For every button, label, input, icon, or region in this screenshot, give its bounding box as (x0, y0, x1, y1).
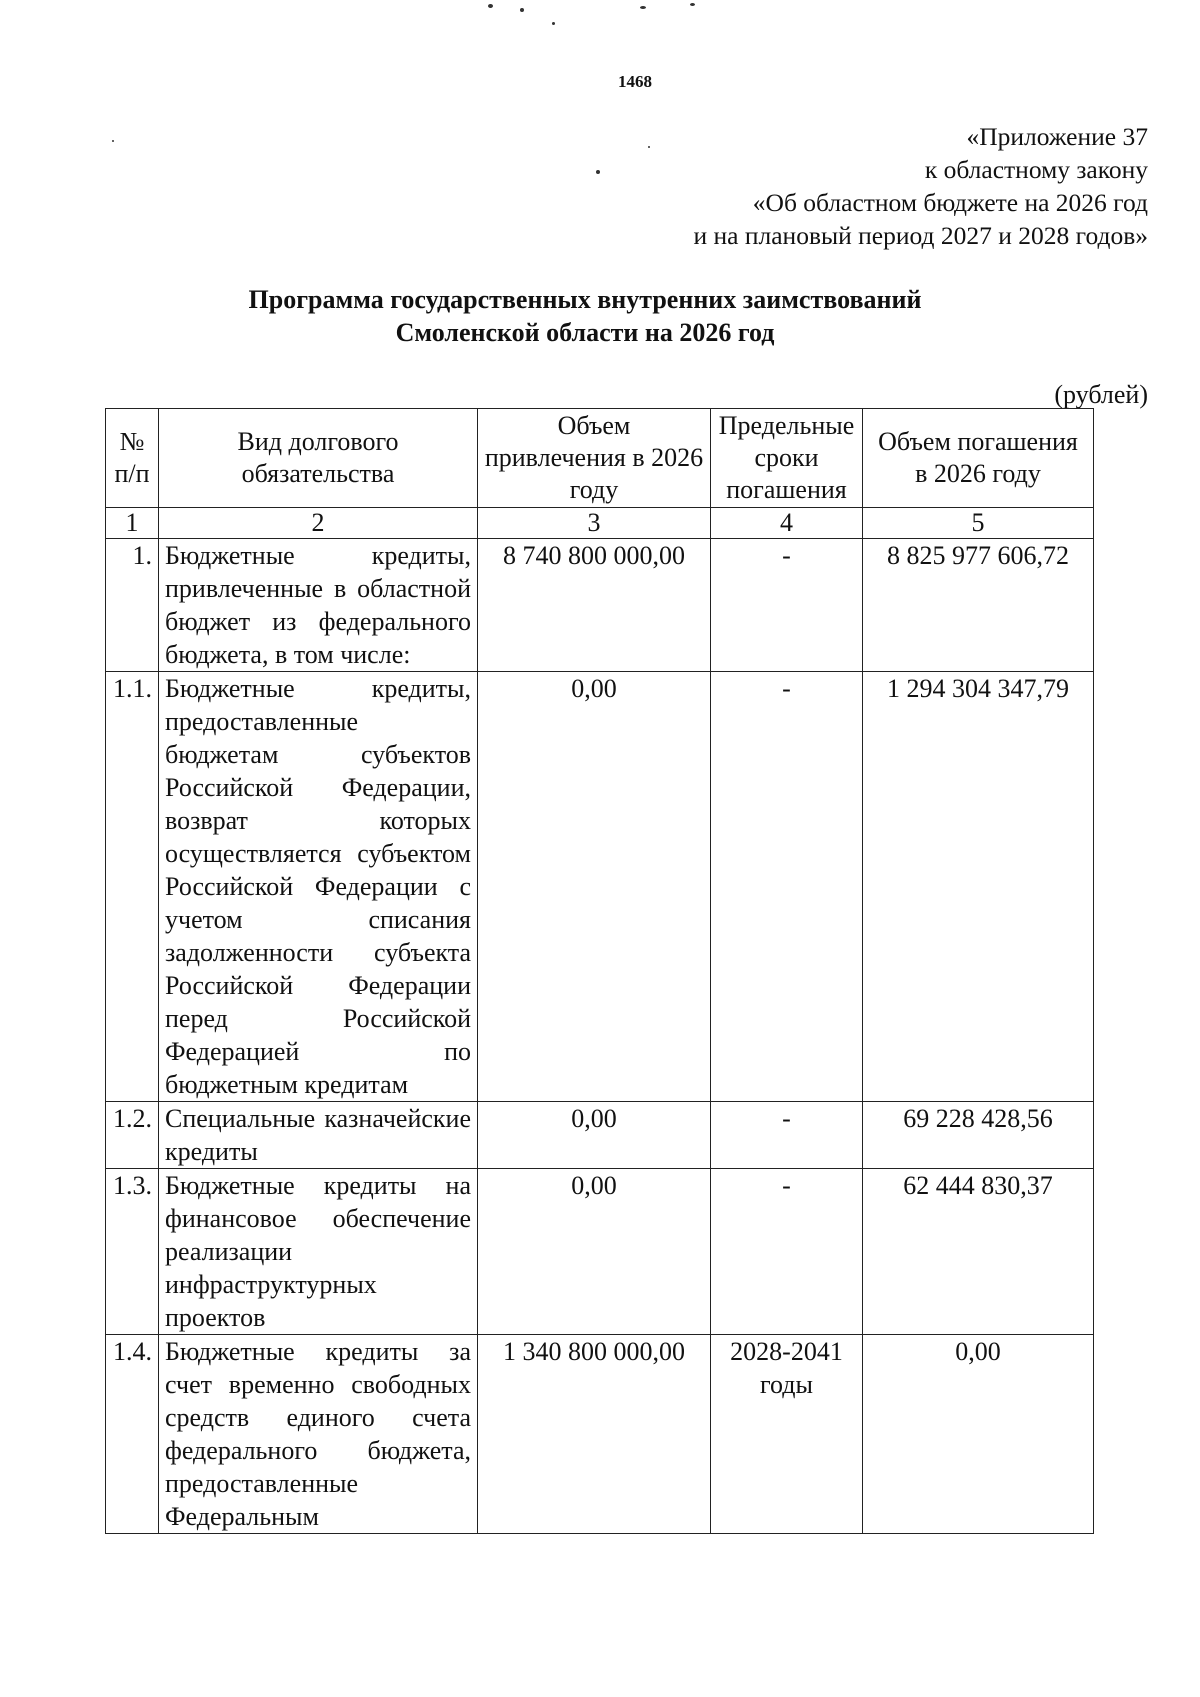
raise-amount: 1 340 800 000,00 (478, 1335, 711, 1534)
repayment-amount: 8 825 977 606,72 (863, 539, 1094, 672)
column-number: 4 (711, 508, 863, 539)
repayment-term: 2028-2041 годы (711, 1335, 863, 1534)
scan-speck (552, 22, 555, 25)
table-header-row (106, 409, 1094, 508)
repayment-term: - (711, 672, 863, 1102)
borrowing-program-table (105, 408, 1094, 1534)
row-number: 1.2. (106, 1102, 159, 1169)
header-repayment-terms: Предельные сроки погашения (711, 409, 863, 508)
scan-speck (112, 140, 114, 142)
annex-line: «Об областном бюджете на 2026 год (752, 188, 1148, 217)
scan-speck (488, 4, 493, 8)
unit-label: (рублей) (1054, 380, 1148, 409)
table-row (106, 1102, 1094, 1169)
obligation-description: Бюджетные кредиты на финансовое обеспечение реализации инфраструктурных проектов (159, 1169, 478, 1335)
obligation-description: Бюджетные кредиты, привлеченные в областной бюджет из федерального бюджета, в том числе: (159, 539, 478, 672)
annex-header (694, 120, 1149, 252)
column-number-row (106, 508, 1094, 539)
repayment-amount: 1 294 304 347,79 (863, 672, 1094, 1102)
annex-line: и на плановый период 2027 и 2028 годов» (693, 221, 1148, 250)
header-obligation-type: Вид долгового обязательства (159, 409, 478, 508)
scan-speck (520, 8, 524, 12)
repayment-term: - (711, 539, 863, 672)
repayment-amount: 0,00 (863, 1335, 1094, 1534)
column-number: 3 (478, 508, 711, 539)
repayment-term: - (711, 1102, 863, 1169)
scan-speck (596, 170, 600, 174)
repayment-term: - (711, 1169, 863, 1335)
header-number: № п/п (106, 409, 159, 508)
scan-speck (640, 6, 646, 9)
title-line: Программа государственных внутренних заимствований (248, 285, 922, 314)
raise-amount: 8 740 800 000,00 (478, 539, 711, 672)
raise-amount: 0,00 (478, 1169, 711, 1335)
column-number: 1 (106, 508, 159, 539)
repayment-amount: 62 444 830,37 (863, 1169, 1094, 1335)
row-number: 1.4. (106, 1335, 159, 1534)
repayment-amount: 69 228 428,56 (863, 1102, 1094, 1169)
scan-speck (690, 3, 695, 6)
obligation-description: Бюджетные кредиты за счет временно свободных средств единого счета федерального бюджета, предоставленные Федеральным (159, 1335, 478, 1534)
table-row (106, 539, 1094, 672)
row-number: 1.3. (106, 1169, 159, 1335)
raise-amount: 0,00 (478, 1102, 711, 1169)
table-row (106, 672, 1094, 1102)
table-row (106, 1169, 1094, 1335)
title-line: Смоленской области на 2026 год (395, 318, 775, 347)
raise-amount: 0,00 (478, 672, 711, 1102)
document-title (0, 283, 1170, 349)
row-number: 1.1. (106, 672, 159, 1102)
obligation-description: Бюджетные кредиты, предоставленные бюджетам субъектов Российской Федерации, возврат которых осуществляется субъектом Российской Федерации с учетом списания задолженности субъекта Российской Федерации перед Российской Федерацией по бюджетным кредитам (159, 672, 478, 1102)
scan-speck (648, 146, 650, 148)
annex-line: к областному закону (924, 155, 1148, 184)
page-number: 1468 (618, 72, 652, 91)
obligation-description: Специальные казначейские кредиты (159, 1102, 478, 1169)
column-number: 5 (863, 508, 1094, 539)
header-raise-volume: Объем привлечения в 2026 году (478, 409, 711, 508)
row-number: 1. (106, 539, 159, 672)
header-repayment-volume: Объем погашения в 2026 году (863, 409, 1094, 508)
table-row (106, 1335, 1094, 1534)
annex-line: «Приложение 37 (966, 122, 1148, 151)
column-number: 2 (159, 508, 478, 539)
